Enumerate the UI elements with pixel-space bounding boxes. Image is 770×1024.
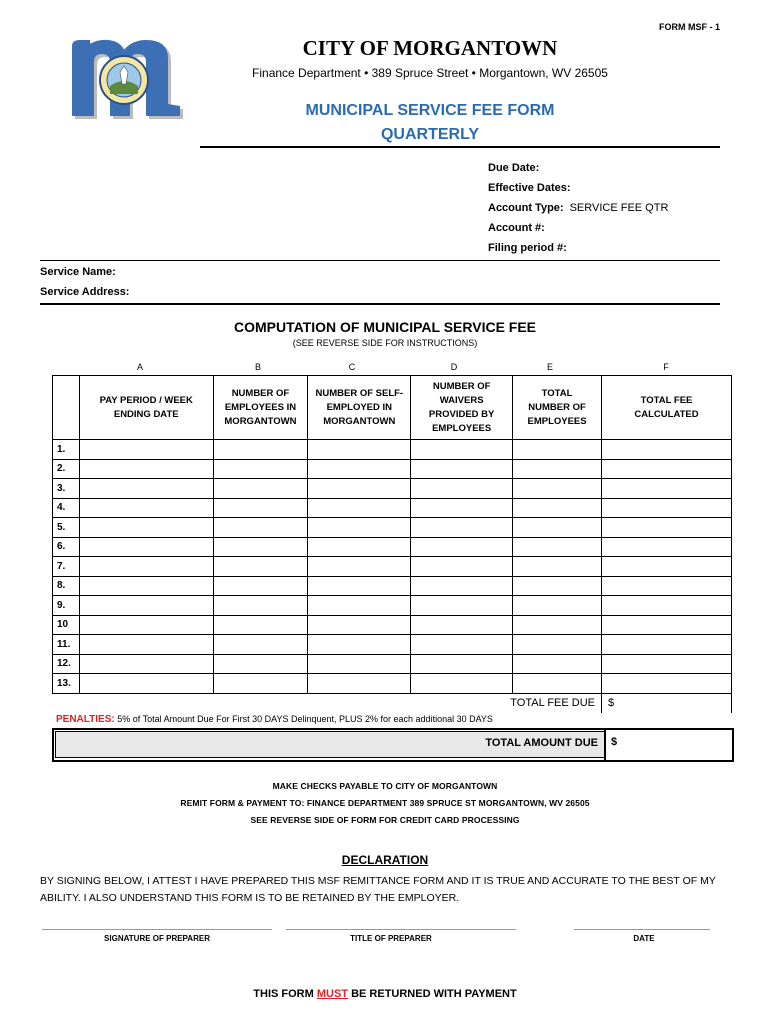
row-number: 10 bbox=[53, 615, 80, 635]
table-cell[interactable] bbox=[411, 479, 513, 499]
table-row bbox=[53, 459, 732, 479]
table-cell[interactable] bbox=[213, 615, 308, 635]
form-id: FORM MSF - 1 bbox=[659, 22, 720, 32]
table-cell[interactable] bbox=[213, 498, 308, 518]
computation-table bbox=[52, 375, 732, 713]
row-number-header bbox=[53, 376, 80, 440]
table-cell[interactable] bbox=[79, 537, 213, 557]
row-number: 6. bbox=[53, 537, 80, 557]
row-number: 2. bbox=[53, 459, 80, 479]
declaration-text: BY SIGNING BELOW, I ATTEST I HAVE PREPARED THIS MSF REMITTANCE FORM AND IT IS TRUE AND ACCURATE TO THE BEST OF MY ABILITY. I ALSO UNDERSTAND THIS FORM IS TO BE RETAINED BY THE EMPLOYER. bbox=[40, 875, 716, 904]
table-row bbox=[53, 615, 732, 635]
total-amount-due-label: TOTAL AMOUNT DUE bbox=[485, 737, 598, 749]
table-cell[interactable] bbox=[513, 459, 602, 479]
table-cell[interactable] bbox=[411, 654, 513, 674]
column-letter: C bbox=[348, 362, 356, 372]
account-type-value: SERVICE FEE QTR bbox=[569, 202, 669, 214]
table-cell[interactable] bbox=[411, 518, 513, 538]
table-cell[interactable] bbox=[79, 635, 213, 655]
table-row bbox=[53, 654, 732, 674]
table-cell[interactable] bbox=[213, 654, 308, 674]
account-type-label: Account Type: bbox=[488, 202, 564, 214]
form-title-line2: QUARTERLY bbox=[380, 126, 480, 143]
table-cell[interactable] bbox=[513, 654, 602, 674]
table-cell[interactable] bbox=[213, 596, 308, 616]
row-number: 8. bbox=[53, 576, 80, 596]
table-cell[interactable] bbox=[411, 635, 513, 655]
table-cell[interactable] bbox=[513, 537, 602, 557]
table-cell[interactable] bbox=[513, 576, 602, 596]
penalties-note bbox=[56, 714, 493, 725]
table-cell[interactable] bbox=[213, 576, 308, 596]
header-total-employees: TOTAL NUMBER OF EMPLOYEES bbox=[513, 376, 602, 440]
footer-note bbox=[40, 988, 730, 1000]
table-cell[interactable] bbox=[513, 674, 602, 694]
table-cell[interactable] bbox=[513, 615, 602, 635]
table-cell[interactable] bbox=[308, 557, 411, 577]
table-cell[interactable] bbox=[79, 440, 213, 460]
table-cell[interactable] bbox=[411, 459, 513, 479]
total-amount-due-currency[interactable]: $ bbox=[611, 736, 618, 748]
divider bbox=[40, 303, 720, 305]
divider bbox=[40, 260, 720, 261]
table-cell[interactable] bbox=[411, 557, 513, 577]
row-number: 9. bbox=[53, 596, 80, 616]
form-title bbox=[200, 99, 660, 147]
filing-period-label: Filing period #: bbox=[488, 242, 567, 254]
table-cell[interactable] bbox=[213, 557, 308, 577]
table-cell[interactable] bbox=[602, 459, 732, 479]
total-fee-due-label: TOTAL FEE DUE bbox=[53, 693, 602, 713]
table-row bbox=[53, 518, 732, 538]
table-cell[interactable] bbox=[513, 440, 602, 460]
table-cell[interactable] bbox=[308, 440, 411, 460]
table-cell[interactable] bbox=[308, 459, 411, 479]
signature-line[interactable] bbox=[42, 929, 272, 930]
header-self-employed: NUMBER OF SELF-EMPLOYED IN MORGANTOWN bbox=[308, 376, 411, 440]
table-cell[interactable] bbox=[411, 498, 513, 518]
table-cell[interactable] bbox=[513, 635, 602, 655]
row-number: 7. bbox=[53, 557, 80, 577]
row-number: 1. bbox=[53, 440, 80, 460]
table-cell[interactable] bbox=[79, 654, 213, 674]
penalties-text: 5% of Total Amount Due For First 30 DAYS Delinquent, PLUS 2% for each additional 30 DAYS bbox=[117, 714, 493, 724]
column-letter: E bbox=[546, 362, 553, 372]
header-waivers: NUMBER OF WAIVERS PROVIDED BY EMPLOYEES bbox=[411, 376, 513, 440]
table-cell[interactable] bbox=[411, 674, 513, 694]
declaration-title: DECLARATION bbox=[341, 853, 429, 867]
table-cell[interactable] bbox=[513, 518, 602, 538]
table-cell[interactable] bbox=[411, 615, 513, 635]
table-cell[interactable] bbox=[213, 674, 308, 694]
department-address: Finance Department • 389 Spruce Street • Morgantown, WV 26505 bbox=[252, 66, 608, 80]
total-fee-due-currency[interactable]: $ bbox=[602, 693, 732, 713]
column-letter: F bbox=[663, 362, 669, 372]
table-row bbox=[53, 537, 732, 557]
remit-to: REMIT FORM & PAYMENT TO: FINANCE DEPARTMENT 389 SPRUCE ST MORGANTOWN, WV 26505 bbox=[180, 798, 590, 808]
total-amount-separator bbox=[604, 728, 606, 760]
city-title: CITY OF MORGANTOWN bbox=[302, 36, 558, 60]
table-cell[interactable] bbox=[308, 635, 411, 655]
table-cell[interactable] bbox=[308, 498, 411, 518]
table-cell[interactable] bbox=[602, 518, 732, 538]
table-cell[interactable] bbox=[213, 479, 308, 499]
column-letter: B bbox=[254, 362, 261, 372]
account-type-row bbox=[488, 202, 668, 214]
table-cell[interactable] bbox=[79, 615, 213, 635]
total-amount-due-label-cell bbox=[55, 731, 605, 758]
table-cell[interactable] bbox=[213, 518, 308, 538]
table-cell[interactable] bbox=[79, 674, 213, 694]
table-cell[interactable] bbox=[602, 576, 732, 596]
table-cell[interactable] bbox=[308, 518, 411, 538]
table-cell[interactable] bbox=[602, 498, 732, 518]
table-row bbox=[53, 479, 732, 499]
table-cell[interactable] bbox=[79, 596, 213, 616]
footer-must: MUST bbox=[316, 988, 349, 1000]
table-row bbox=[53, 674, 732, 694]
table-cell[interactable] bbox=[79, 479, 213, 499]
table-cell[interactable] bbox=[411, 596, 513, 616]
table-row bbox=[53, 557, 732, 577]
penalties-label: PENALTIES: bbox=[56, 714, 115, 725]
payable-to: MAKE CHECKS PAYABLE TO CITY OF MORGANTOWN bbox=[272, 781, 498, 791]
total-fee-due-row bbox=[53, 693, 732, 713]
service-name-label: Service Name: bbox=[40, 266, 116, 278]
table-row bbox=[53, 596, 732, 616]
effective-dates-label: Effective Dates: bbox=[488, 182, 571, 194]
table-cell[interactable] bbox=[602, 615, 732, 635]
date-line[interactable] bbox=[574, 929, 710, 930]
table-cell[interactable] bbox=[213, 440, 308, 460]
table-cell[interactable] bbox=[602, 596, 732, 616]
header-employees: NUMBER OF EMPLOYEES IN MORGANTOWN bbox=[213, 376, 308, 440]
header-pay-period: PAY PERIOD / WEEK ENDING DATE bbox=[79, 376, 213, 440]
table-cell[interactable] bbox=[308, 537, 411, 557]
table-cell[interactable] bbox=[411, 440, 513, 460]
table-cell[interactable] bbox=[308, 479, 411, 499]
row-number: 3. bbox=[53, 479, 80, 499]
row-number: 5. bbox=[53, 518, 80, 538]
divider bbox=[200, 146, 720, 148]
table-cell[interactable] bbox=[602, 440, 732, 460]
table-row bbox=[53, 498, 732, 518]
form-title-line1: MUNICIPAL SERVICE FEE FORM bbox=[305, 102, 555, 119]
table-cell[interactable] bbox=[513, 596, 602, 616]
credit-card-note: SEE REVERSE SIDE OF FORM FOR CREDIT CARD PROCESSING bbox=[250, 815, 520, 825]
date-label: DATE bbox=[633, 934, 655, 943]
table-cell[interactable] bbox=[602, 479, 732, 499]
row-number: 11. bbox=[53, 635, 80, 655]
table-cell[interactable] bbox=[602, 537, 732, 557]
table-cell[interactable] bbox=[602, 557, 732, 577]
table-cell[interactable] bbox=[602, 674, 732, 694]
row-number: 4. bbox=[53, 498, 80, 518]
table-cell[interactable] bbox=[213, 635, 308, 655]
title-line[interactable] bbox=[286, 929, 516, 930]
table-cell[interactable] bbox=[308, 654, 411, 674]
table-cell[interactable] bbox=[308, 615, 411, 635]
table-cell[interactable] bbox=[513, 557, 602, 577]
signature-label: SIGNATURE OF PREPARER bbox=[104, 934, 210, 943]
computation-title: COMPUTATION OF MUNICIPAL SERVICE FEE bbox=[233, 319, 537, 335]
table-cell[interactable] bbox=[79, 518, 213, 538]
column-letter: D bbox=[450, 362, 458, 372]
header-total-fee: TOTAL FEE CALCULATED bbox=[602, 376, 732, 440]
account-number-label: Account #: bbox=[488, 222, 545, 234]
table-cell[interactable] bbox=[411, 537, 513, 557]
title-label: TITLE OF PREPARER bbox=[350, 934, 432, 943]
row-number: 12. bbox=[53, 654, 80, 674]
table-cell[interactable] bbox=[602, 654, 732, 674]
table-row bbox=[53, 440, 732, 460]
table-cell[interactable] bbox=[308, 596, 411, 616]
computation-subtitle: (SEE REVERSE SIDE FOR INSTRUCTIONS) bbox=[292, 338, 478, 348]
footer-text-after: BE RETURNED WITH PAYMENT bbox=[348, 988, 517, 1000]
city-logo bbox=[68, 36, 184, 120]
table-cell[interactable] bbox=[513, 479, 602, 499]
table-cell[interactable] bbox=[602, 635, 732, 655]
table-cell[interactable] bbox=[411, 576, 513, 596]
table-header-row bbox=[53, 376, 732, 440]
table-cell[interactable] bbox=[513, 498, 602, 518]
table-cell[interactable] bbox=[308, 674, 411, 694]
table-cell[interactable] bbox=[79, 498, 213, 518]
table-cell[interactable] bbox=[308, 576, 411, 596]
service-address-label: Service Address: bbox=[40, 286, 130, 298]
table-cell[interactable] bbox=[213, 459, 308, 479]
table-cell[interactable] bbox=[79, 557, 213, 577]
due-date-label: Due Date: bbox=[488, 162, 540, 174]
table-row bbox=[53, 635, 732, 655]
table-row bbox=[53, 576, 732, 596]
footer-text-before: THIS FORM bbox=[253, 988, 317, 1000]
column-letter: A bbox=[136, 362, 143, 372]
table-cell[interactable] bbox=[79, 459, 213, 479]
table-cell[interactable] bbox=[213, 537, 308, 557]
table-cell[interactable] bbox=[79, 576, 213, 596]
row-number: 13. bbox=[53, 674, 80, 694]
